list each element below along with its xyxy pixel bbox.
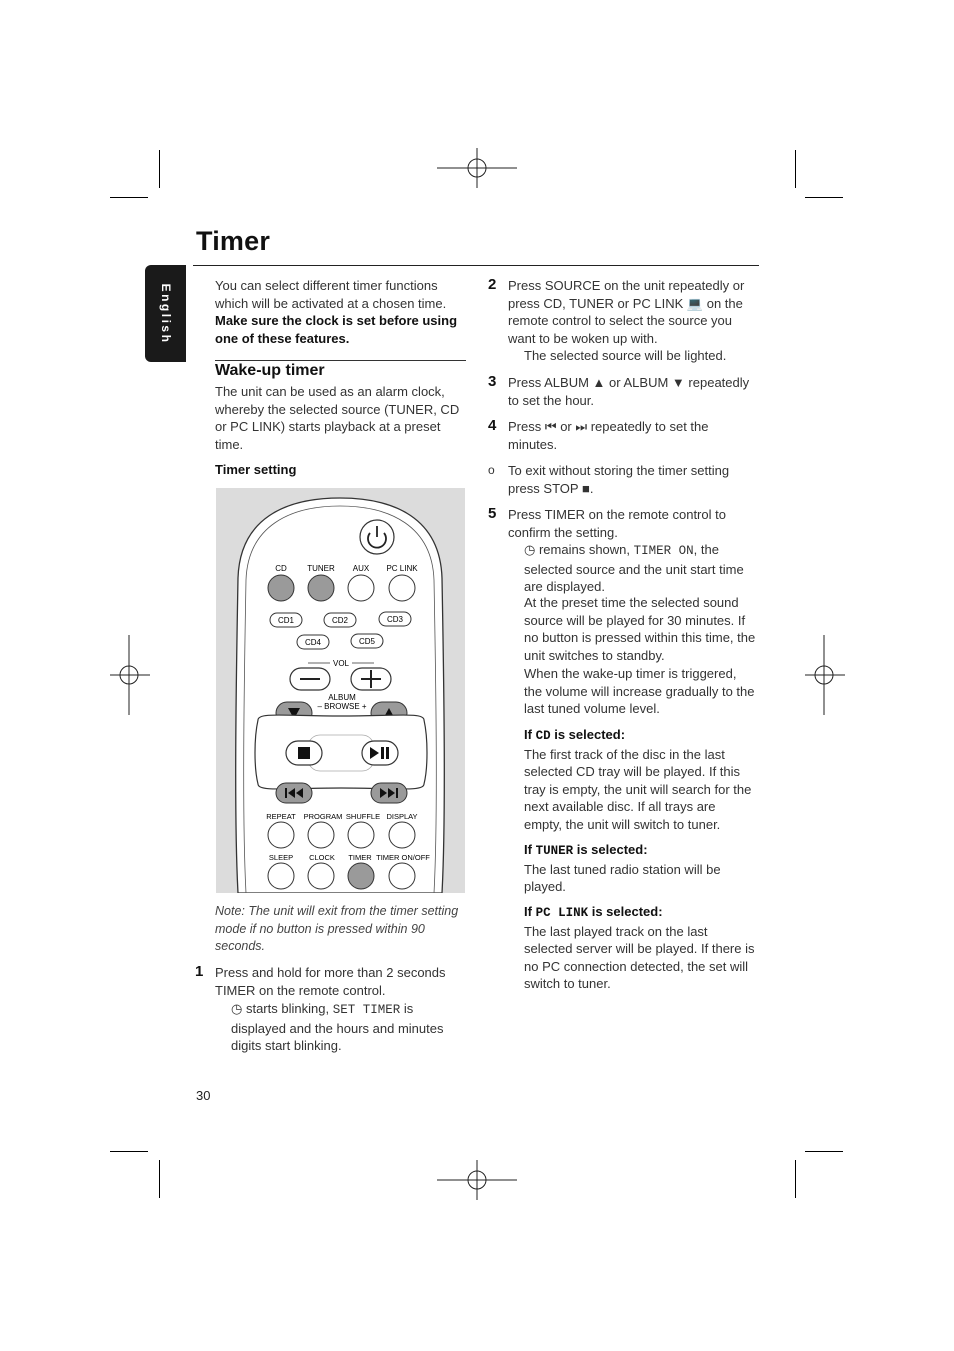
- step5-paragraph: At the preset time the selected sound source will be played for 30 minutes. If no button is pressed within this time, the unit switches to standby.: [524, 595, 756, 663]
- step-subtext: The selected source will be lighted.: [524, 348, 727, 363]
- title-rule: [193, 265, 759, 266]
- page-title: Timer: [196, 226, 271, 256]
- previous-icon: ⏮: [544, 419, 557, 434]
- remote-label-vol: VOL: [332, 659, 350, 668]
- step-text: [508, 374, 753, 409]
- remote-label-album: ALBUM: [328, 693, 356, 702]
- crop-mark: [159, 150, 160, 188]
- remote-label-display: DISPLAY: [386, 812, 418, 821]
- section-heading: Wake-up timer: [215, 362, 325, 379]
- step-text: [508, 418, 753, 453]
- step5-sub-a: remains shown,: [538, 542, 631, 557]
- crop-mark: [159, 1160, 160, 1198]
- case-text: The first track of the disc in the last selected CD tray will be played. If this tray is empty, the unit will search for the next available disc. If all trays are empty, the unit will switch to tuner.: [524, 746, 752, 832]
- remote-label-timer-onoff: TIMER ON/OFF: [376, 853, 430, 862]
- step3-text-a: Press ALBUM: [508, 375, 589, 390]
- remote-label-tuner: TUNER: [307, 564, 335, 573]
- exit-text-label: To exit without storing the timer setting press STOP: [508, 463, 730, 496]
- remote-label-cd1: CD1: [277, 616, 295, 625]
- remote-label-browse: – BROWSE +: [317, 702, 367, 711]
- case-heading: If PC LINK is selected:: [524, 904, 663, 920]
- next-icon: ⏭: [575, 419, 588, 434]
- case-text: The last tuned radio station will be played.: [524, 861, 721, 895]
- step2-text-b: on the remote control to select the source you want to be woken up with.: [508, 295, 743, 346]
- intro-paragraph: [215, 277, 466, 347]
- step4-text-a: Press: [508, 419, 542, 434]
- step4-text-c: repeatedly to set the minutes.: [508, 419, 709, 452]
- step-text: Press TIMER on the remote control to confirm the setting.: [508, 507, 726, 540]
- step-number: 1: [195, 963, 204, 980]
- case-pclink: [524, 903, 757, 993]
- registration-mark-icon: [437, 1160, 517, 1200]
- clock-icon: ◷: [231, 1001, 243, 1016]
- intro-text: You can select different timer functions which will be activated at a chosen time.: [215, 278, 447, 311]
- registration-mark-icon: [110, 635, 150, 715]
- step-subtext: [231, 1000, 456, 1055]
- remote-pclink-button: [389, 575, 415, 601]
- remote-label-program: PROGRAM: [303, 812, 343, 821]
- remote-label-pclink: PC LINK: [386, 564, 418, 573]
- case-text: The last played track on the last selected server will be played. If there is no PC connection detected, the set will switch to tuner.: [524, 923, 755, 992]
- wakeup-text: The unit can be used as an alarm clock, whereby the selected source (TUNER, CD or PC LINK) starts playback at a preset time.: [215, 384, 460, 452]
- remote-label-shuffle: SHUFFLE: [345, 812, 381, 821]
- next-track-icon: [371, 783, 407, 803]
- volume-down-icon: [290, 668, 330, 690]
- remote-label-aux: AUX: [352, 564, 370, 573]
- intro-bold: Make sure the clock is set before using one of these features.: [215, 313, 458, 346]
- step1-sub-a: starts blinking,: [245, 1001, 330, 1016]
- remote-label-cd5: CD5: [358, 637, 376, 646]
- remote-label-cd4: CD4: [304, 638, 322, 647]
- step5-sub-b: , the selected source and the unit start time are displayed.: [524, 542, 744, 595]
- case-heading: If TUNER is selected:: [524, 842, 648, 858]
- case-tuner: [524, 841, 757, 896]
- remote-display-button: [389, 822, 415, 848]
- exit-text: To exit without storing the timer setting press STOP ■.: [508, 463, 730, 496]
- remote-illustration: [216, 488, 465, 893]
- case-heading: If CD is selected:: [524, 727, 626, 743]
- page-number: 30: [196, 1088, 211, 1103]
- remote-label-clock: CLOCK: [309, 853, 335, 862]
- crop-mark: [805, 1151, 843, 1152]
- subheading: Timer setting: [215, 462, 297, 477]
- step3-text-c: repeatedly to set the hour.: [508, 375, 750, 408]
- step-number: 2: [488, 276, 497, 293]
- crop-mark: [805, 197, 843, 198]
- step-text: Press and hold for more than 2 seconds TIMER on the remote control.: [215, 965, 446, 998]
- step1-sub-b: is displayed and the hours and minutes digits start blinking.: [231, 1001, 444, 1054]
- step3-text-b: or ALBUM: [609, 375, 669, 390]
- step5-paragraph: When the wake-up timer is triggered, the volume will increase gradually to the last tuned volume level.: [524, 666, 755, 717]
- pc-link-icon: 💻: [686, 295, 704, 311]
- remote-repeat-button: [268, 822, 294, 848]
- remote-label-timer: TIMER: [348, 853, 372, 862]
- crop-mark: [110, 197, 148, 198]
- note-text: Note: The unit will exit from the timer setting mode if no button is pressed within 90 seconds.: [215, 904, 459, 954]
- step-number: 5: [488, 505, 497, 522]
- remote-timer-button: [348, 863, 374, 889]
- remote-program-button: [308, 822, 334, 848]
- triangle-down-icon: ▼: [671, 375, 685, 390]
- registration-mark-icon: [805, 635, 845, 715]
- remote-tuner-button: [308, 575, 334, 601]
- step-text: [508, 277, 753, 347]
- volume-up-icon: [351, 668, 391, 690]
- language-tab: [145, 265, 186, 362]
- remote-shuffle-button: [348, 822, 374, 848]
- display-text-timer-on: TIMER ON: [633, 544, 694, 558]
- remote-label-cd3: CD3: [386, 615, 404, 624]
- play-pause-icon: [362, 741, 398, 765]
- display-text-set-timer: SET TIMER: [332, 1003, 401, 1017]
- crop-mark: [795, 150, 796, 188]
- clock-icon: ◷: [524, 542, 536, 557]
- step-number: 3: [488, 373, 497, 390]
- remote-label-sleep: SLEEP: [268, 853, 294, 862]
- remote-timer-onoff-button: [389, 863, 415, 889]
- triangle-up-icon: ▲: [592, 375, 606, 390]
- remote-label-cd: CD: [275, 564, 287, 573]
- remote-cd-button: [268, 575, 294, 601]
- registration-mark-icon: [437, 148, 517, 188]
- remote-clock-button: [308, 863, 334, 889]
- power-button-icon: [360, 520, 394, 554]
- remote-label-cd2: CD2: [331, 616, 349, 625]
- remote-label-repeat: REPEAT: [266, 812, 296, 821]
- crop-mark: [795, 1160, 796, 1198]
- language-tab-label: English: [158, 283, 173, 344]
- step-number: 4: [488, 417, 497, 434]
- bullet: o: [488, 463, 495, 477]
- step2-text-a: Press SOURCE on the unit repeatedly or press CD, TUNER or PC LINK: [508, 278, 745, 311]
- remote-control-drawing: [216, 488, 465, 893]
- step4-text-b: or: [560, 419, 572, 434]
- previous-track-icon: [276, 783, 312, 803]
- remote-sleep-button: [268, 863, 294, 889]
- crop-mark: [110, 1151, 148, 1152]
- step-subtext: [524, 541, 757, 596]
- section-rule: [215, 360, 466, 361]
- stop-icon: [286, 741, 322, 765]
- remote-aux-button: [348, 575, 374, 601]
- case-cd: [524, 726, 757, 834]
- stop-square-icon: ■: [581, 480, 590, 496]
